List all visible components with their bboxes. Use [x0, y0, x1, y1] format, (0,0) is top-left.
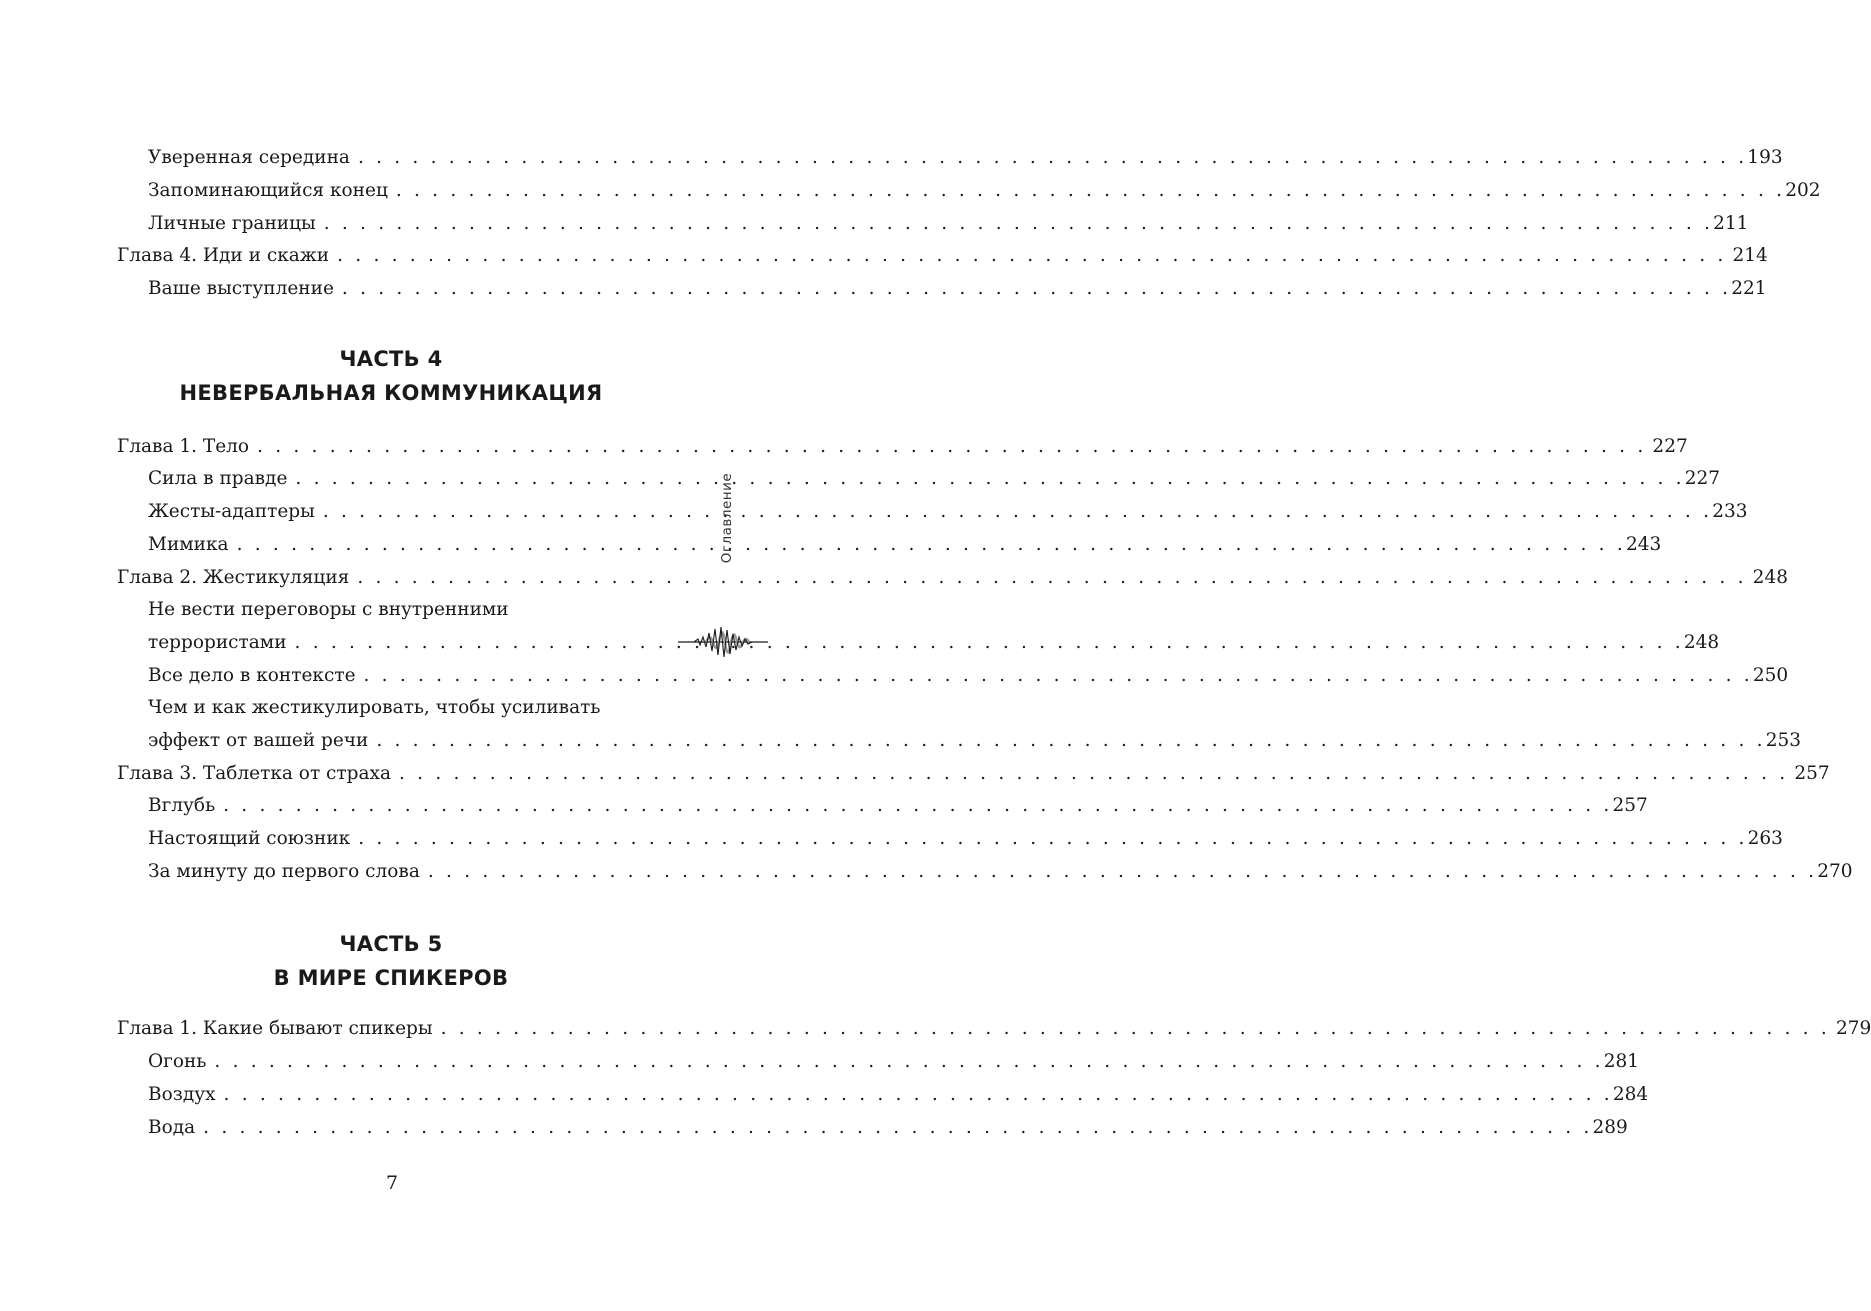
running-head [715, 466, 739, 570]
toc-entry-title: Воздух [148, 1084, 216, 1105]
toc-entry-title: Настоящий союзник [148, 828, 351, 849]
toc-entry-title: За минуту до первого слова [148, 861, 420, 882]
toc-entry-page: 248 [1752, 567, 1788, 588]
dot-leader: . . . . . . . . . . . . . . . . . . . . . . . . . . . . . . . . . . . . . . . . . . . . . . . . . . . . . . . . . . . . . . . . . . . . . . . . . . . . . [257, 436, 1647, 457]
toc-entry-title: Вода [148, 1117, 196, 1138]
toc-entry[interactable] [148, 1078, 1649, 1111]
toc-entry-page: 221 [1731, 278, 1767, 299]
toc-entry[interactable] [148, 495, 1748, 528]
part-label: ЧАСТЬ 4 [339, 347, 443, 371]
dot-leader: . . . . . . . . . . . . . . . . . . . . . . . . . . . . . . . . . . . . . . . . . . . . . . . . . . . . . . . . . . . . . . . . . . . . . . . . . . . . . [323, 213, 1714, 234]
toc-entry-page: 202 [1785, 180, 1821, 201]
toc-entry-page: 248 [1683, 632, 1720, 653]
toc-entry-page: 279 [1835, 1018, 1871, 1039]
dot-leader: . . . . . . . . . . . . . . . . . . . . . . . . . . . . . . . . . . . . . . . . . . . . . . . . . . . . . . . . . . . . . . . . . . . . . . . . . . . . . [322, 501, 1713, 522]
toc-entry-title: Глава 4. Иди и скажи [117, 245, 330, 266]
toc-chapter-entry[interactable] [117, 430, 1688, 463]
toc-entry-page: 284 [1612, 1084, 1649, 1105]
toc-chapter-entry[interactable] [117, 239, 1768, 272]
dot-leader: . . . . . . . . . . . . . . . . . . . . . . . . . . . . . . . . . . . . . . . . . . . . . . . . . . . . . . . . . . . . . . . . . . . . . . . . . . . . . [427, 861, 1818, 882]
dot-leader: . . . . . . . . . . . . . . . . . . . . . . . . . . . . . . . . . . . . . . . . . . . . . . . . . . . . . . . . . . . . . . . . . . . . . . . . . . . . . [376, 730, 1766, 751]
dot-leader: . . . . . . . . . . . . . . . . . . . . . . . . . . . . . . . . . . . . . . . . . . . . . . . . . . . . . . . . . . . . . . . . . . . . . . . . . . . . . [440, 1018, 1830, 1039]
toc-entry-title: эффект от вашей речи [148, 730, 369, 751]
dot-leader: . . . . . . . . . . . . . . . . . . . . . . . . . . . . . . . . . . . . . . . . . . . . . . . . . . . . . . . . . . . . . . . . . . . . . . . . . . . . . [203, 1117, 1593, 1138]
dot-leader: . . . . . . . . . . . . . . . . . . . . . . . . . . . . . . . . . . . . . . . . . . . . . . . . . . . . . . . . . . . . . . . . . . . . . . . . . . . . . [294, 632, 1684, 653]
toc-entry-title: Глава 1. Тело [117, 436, 250, 457]
dot-leader: . . . . . . . . . . . . . . . . . . . . . . . . . . . . . . . . . . . . . . . . . . . . . . . . . . . . . . . . . . . . . . . . . . . . . . . . . . . . . [357, 147, 1748, 168]
toc-entry-page: 233 [1712, 501, 1748, 522]
toc-entry-page: 250 [1752, 665, 1789, 686]
toc-entry-title: Мимика [148, 534, 229, 555]
toc-entry-title: Уверенная середина [148, 147, 350, 168]
toc-entry[interactable] [148, 822, 1783, 855]
toc-entry-page: 257 [1794, 763, 1830, 784]
toc-entry-page: 257 [1612, 795, 1648, 816]
toc-entry[interactable] [148, 1111, 1628, 1144]
toc-entry[interactable] [148, 272, 1767, 305]
dot-leader: . . . . . . . . . . . . . . . . . . . . . . . . . . . . . . . . . . . . . . . . . . . . . . . . . . . . . . . . . . . . . . . . . . . . . . . . . . . . . [337, 245, 1727, 266]
toc-entry-title: Глава 3. Таблетка от страха [117, 763, 391, 784]
toc-entry-title: Запоминающийся конец [148, 180, 388, 201]
running-head-text: Оглавление [719, 472, 736, 564]
dot-leader: . . . . . . . . . . . . . . . . . . . . . . . . . . . . . . . . . . . . . . . . . . . . . . . . . . . . . . . . . . . . . . . . . . . . . . . . . . . . . [223, 795, 1613, 816]
toc-entry[interactable] [148, 1045, 1640, 1078]
toc-entry-title: Сила в правде [148, 468, 288, 489]
toc-entry[interactable] [148, 659, 1789, 692]
toc-entry-title: Ваше выступление [148, 278, 334, 299]
toc-entry[interactable] [148, 724, 1802, 757]
toc-entry-page: 289 [1592, 1117, 1628, 1138]
dot-leader: . . . . . . . . . . . . . . . . . . . . . . . . . . . . . . . . . . . . . . . . . . . . . . . . . . . . . . . . . . . . . . . . . . . . . . . . . . . . . [399, 763, 1789, 784]
toc-entry-page: 227 [1684, 468, 1721, 489]
toc-entry[interactable] [148, 528, 1662, 561]
toc-entry-page: 211 [1713, 213, 1749, 234]
toc-entry[interactable] [148, 207, 1749, 240]
part-label: ЧАСТЬ 5 [339, 932, 443, 956]
dot-leader: . . . . . . . . . . . . . . . . . . . . . . . . . . . . . . . . . . . . . . . . . . . . . . . . . . . . . . . . . . . . . . . . . . . . . . . . . . . . . [363, 665, 1753, 686]
sound-wave-icon [676, 624, 770, 660]
toc-entry[interactable] [148, 626, 1720, 659]
toc-entry[interactable] [148, 462, 1721, 495]
dot-leader: . . . . . . . . . . . . . . . . . . . . . . . . . . . . . . . . . . . . . . . . . . . . . . . . . . . . . . . . . . . . . . . . . . . . . . . . . . . . . [214, 1051, 1604, 1072]
toc-entry[interactable] [148, 141, 1783, 174]
toc-entry-title: Глава 2. Жестикуляция [117, 567, 350, 588]
dot-leader: . . . . . . . . . . . . . . . . . . . . . . . . . . . . . . . . . . . . . . . . . . . . . . . . . . . . . . . . . . . . . . . . . . . . . . . . . . . . . [395, 180, 1786, 201]
toc-entry-page: 253 [1765, 730, 1802, 751]
toc-entry-page: 214 [1732, 245, 1768, 266]
part-title: НЕВЕРБАЛЬНАЯ КОММУНИКАЦИЯ [179, 381, 603, 405]
toc-entry[interactable] [148, 789, 1648, 822]
toc-entry-title: Жесты-адаптеры [148, 501, 315, 522]
toc-chapter-entry[interactable] [117, 757, 1830, 790]
toc-entry-first-line[interactable]: Не вести переговоры с внутренними [148, 599, 509, 620]
toc-entry-title: Вглубь [148, 795, 216, 816]
toc-entry-page: 243 [1625, 534, 1662, 555]
dot-leader: . . . . . . . . . . . . . . . . . . . . . . . . . . . . . . . . . . . . . . . . . . . . . . . . . . . . . . . . . . . . . . . . . . . . . . . . . . . . . [358, 828, 1748, 849]
toc-entry[interactable] [148, 174, 1821, 207]
part-title: В МИРЕ СПИКЕРОВ [273, 966, 509, 990]
toc-entry-title: Глава 1. Какие бывают спикеры [117, 1018, 433, 1039]
toc-entry-title: Все дело в контексте [148, 665, 356, 686]
toc-entry-title: Личные границы [148, 213, 316, 234]
toc-entry-page: 227 [1652, 436, 1688, 457]
toc-entry-title: Огонь [148, 1051, 207, 1072]
toc-entry-page: 281 [1603, 1051, 1640, 1072]
dot-leader: . . . . . . . . . . . . . . . . . . . . . . . . . . . . . . . . . . . . . . . . . . . . . . . . . . . . . . . . . . . . . . . . . . . . . . . . . . . . . [341, 278, 1732, 299]
toc-chapter-entry[interactable] [117, 561, 1788, 594]
toc-entry[interactable] [148, 855, 1853, 888]
toc-chapter-entry[interactable] [117, 1012, 1871, 1045]
toc-entry-page: 193 [1747, 147, 1783, 168]
dot-leader: . . . . . . . . . . . . . . . . . . . . . . . . . . . . . . . . . . . . . . . . . . . . . . . . . . . . . . . . . . . . . . . . . . . . . . . . . . . . . [223, 1084, 1613, 1105]
toc-entry-page: 263 [1747, 828, 1783, 849]
toc-entry-first-line[interactable]: Чем и как жестикулировать, чтобы усиливать [148, 697, 601, 718]
page-number: 7 [385, 1172, 399, 1194]
dot-leader: . . . . . . . . . . . . . . . . . . . . . . . . . . . . . . . . . . . . . . . . . . . . . . . . . . . . . . . . . . . . . . . . . . . . . . . . . . . . . [357, 567, 1747, 588]
dot-leader: . . . . . . . . . . . . . . . . . . . . . . . . . . . . . . . . . . . . . . . . . . . . . . . . . . . . . . . . . . . . . . . . . . . . . . . . . . . . . [295, 468, 1685, 489]
toc-entry-page: 270 [1817, 861, 1853, 882]
toc-entry-title: террористами [148, 632, 287, 653]
dot-leader: . . . . . . . . . . . . . . . . . . . . . . . . . . . . . . . . . . . . . . . . . . . . . . . . . . . . . . . . . . . . . . . . . . . . . . . . . . . . . [236, 534, 1626, 555]
